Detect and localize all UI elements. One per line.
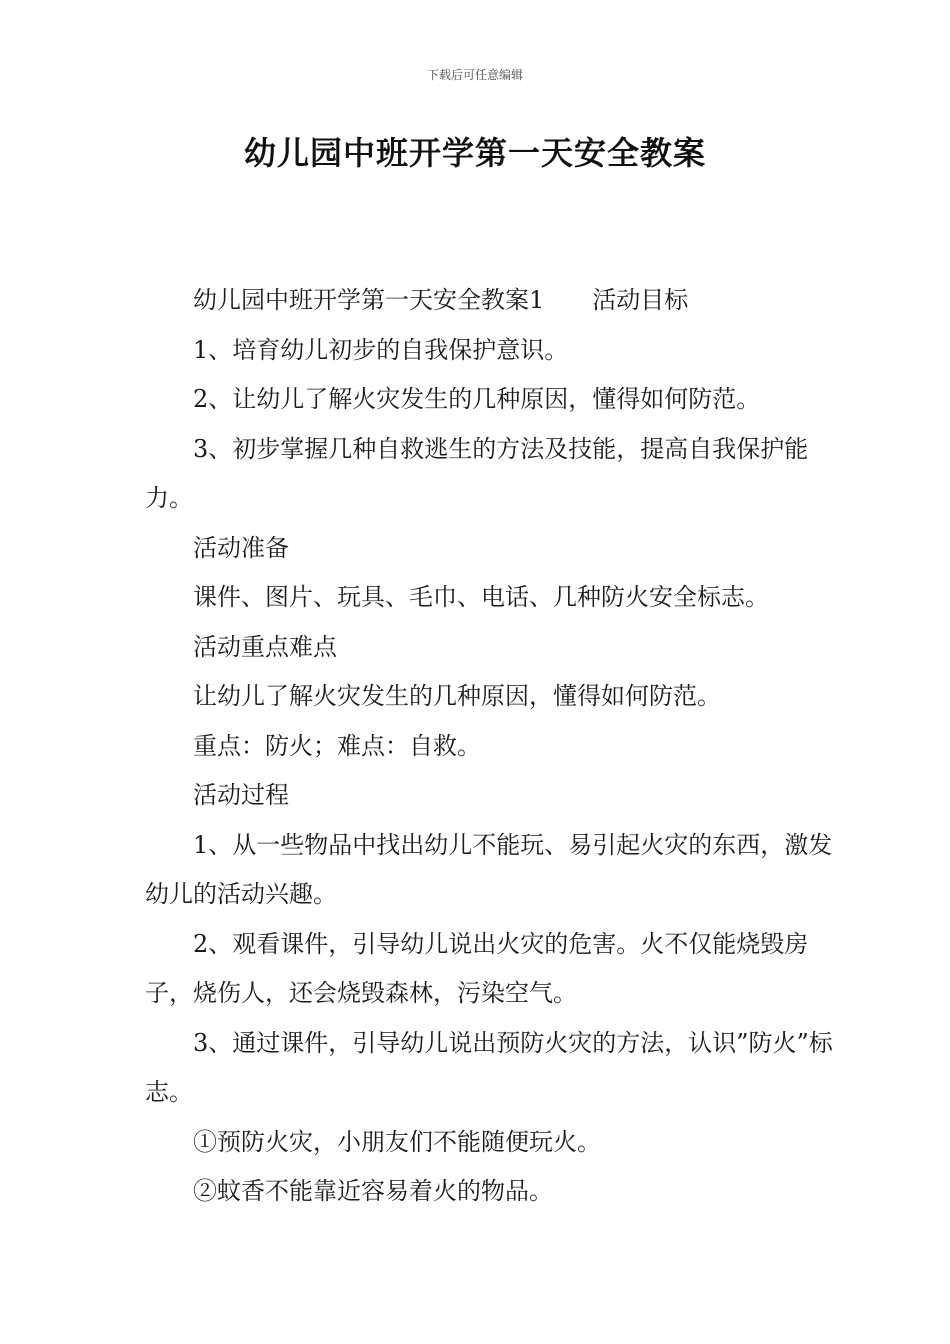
paragraph: 3、通过课件，引导幼儿说出预防火灾的方法，认识”防火”标志。 [145,1028,833,1106]
paragraph: ②蚊香不能靠近容易着火的物品。 [193,1177,553,1205]
paragraph-intro [145,276,835,326]
document-title: 幼儿园中班开学第一天安全教案 [243,134,706,172]
paragraph: 2、让幼儿了解火灾发生的几种原因，懂得如何防范。 [193,385,761,413]
paragraph: 2、观看课件，引导幼儿说出火灾的危害。火不仅能烧毁房子，烧伤人，还会烧毁森林，污染空气。 [145,929,809,1007]
section-heading-goals: 活动目标 [592,286,689,314]
header-note: 下载后可任意编辑 [426,68,523,82]
paragraph: 重点：防火；难点：自救。 [193,731,481,760]
paragraph: 1、从一些物品中找出幼儿不能玩、易引起火灾的东西，激发幼儿的活动兴趣。 [145,830,833,908]
paragraph: 让幼儿了解火灾发生的几种原因，懂得如何防范。 [193,682,721,710]
paragraph: 3、初步掌握几种自救逃生的方法及技能，提高自我保护能力。 [145,434,809,512]
section-heading-key-points: 活动重点难点 [193,632,337,661]
paragraph: 课件、图片、玩具、毛巾、电话、几种防火安全标志。 [193,583,769,611]
paragraph: ①预防火灾，小朋友们不能随便玩火。 [193,1127,601,1156]
section-heading-process: 活动过程 [193,781,289,809]
section-heading-preparation: 活动准备 [193,533,289,562]
lesson-heading: 幼儿园中班开学第一天安全教案1 [193,286,545,314]
document-body [145,276,835,1217]
paragraph: 1、培育幼儿初步的自我保护意识。 [193,335,569,364]
